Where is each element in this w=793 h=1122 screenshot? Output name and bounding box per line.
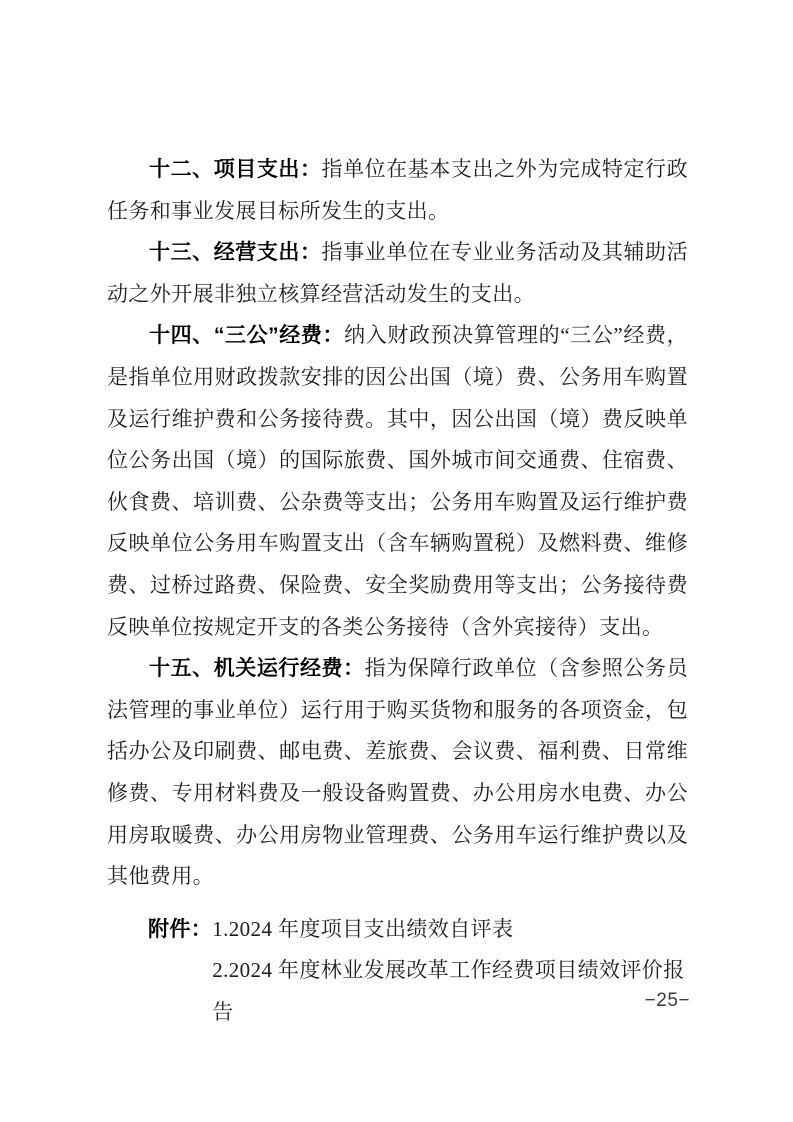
paragraph-text: 指单位在基本支出之外为完成特定行政任务和事业发展目标所发生的支出。 xyxy=(107,157,688,223)
page-number: −25− xyxy=(644,990,690,1011)
paragraph-text: 纳入财政预决算管理的“三公”经费，是指单位用财政拨款安排的因公出国（境）费、公务用车购置及运行维护费和公务接待费。其中，因公出国（境）费反映单位公务出国（境）的国际旅费、国外城市间交通费、住宿费、伙食费、培训费、公杂费等支出；公务用车购置及运行维护费反映单位公务用车购置支出（含车辆购置税）及燃料费、维修费、过桥过路费、保险费、安全奖励费用等支出；公务接待费反映单位按规定开支的各类公务接待（含外宾接待）支出。 xyxy=(107,323,688,639)
paragraph-label: 十三、经营支出： xyxy=(149,241,322,265)
attachment-item: 2.2024 年度林业发展改革工作经费项目绩效评价报告 xyxy=(212,958,685,1024)
attachments-block xyxy=(107,909,688,1034)
paragraph-label: 十四、“三公”经费： xyxy=(149,324,345,348)
paragraph-text: 指为保障行政单位（含参照公务员法管理的事业单位）运行用于购买货物和服务的各项资金，包括办公及印刷费、邮电费、差旅费、会议费、福利费、日常维修费、专用材料费及一般设备购置费、办公用房水电费、办公用房取暖费、办公用房物业管理费、公务用车运行维护费以及其他费用。 xyxy=(107,656,689,889)
paragraph-item-15 xyxy=(107,648,688,898)
paragraph-item-14 xyxy=(107,315,688,648)
body-text xyxy=(107,149,688,1033)
paragraph-item-12 xyxy=(107,149,688,232)
paragraph-label: 十二、项目支出： xyxy=(149,158,322,181)
attachments-list xyxy=(212,909,688,1034)
paragraph-label: 十五、机关运行经费： xyxy=(149,657,365,681)
attachments-label: 附件： xyxy=(148,917,213,941)
paragraph-item-13 xyxy=(107,232,688,315)
paragraph-text: 指事业单位在专业业务活动及其辅助活动之外开展非独立核算经营活动发生的支出。 xyxy=(107,240,688,306)
attachment-item: 1.2024 年度项目支出绩效自评表 xyxy=(212,916,514,941)
